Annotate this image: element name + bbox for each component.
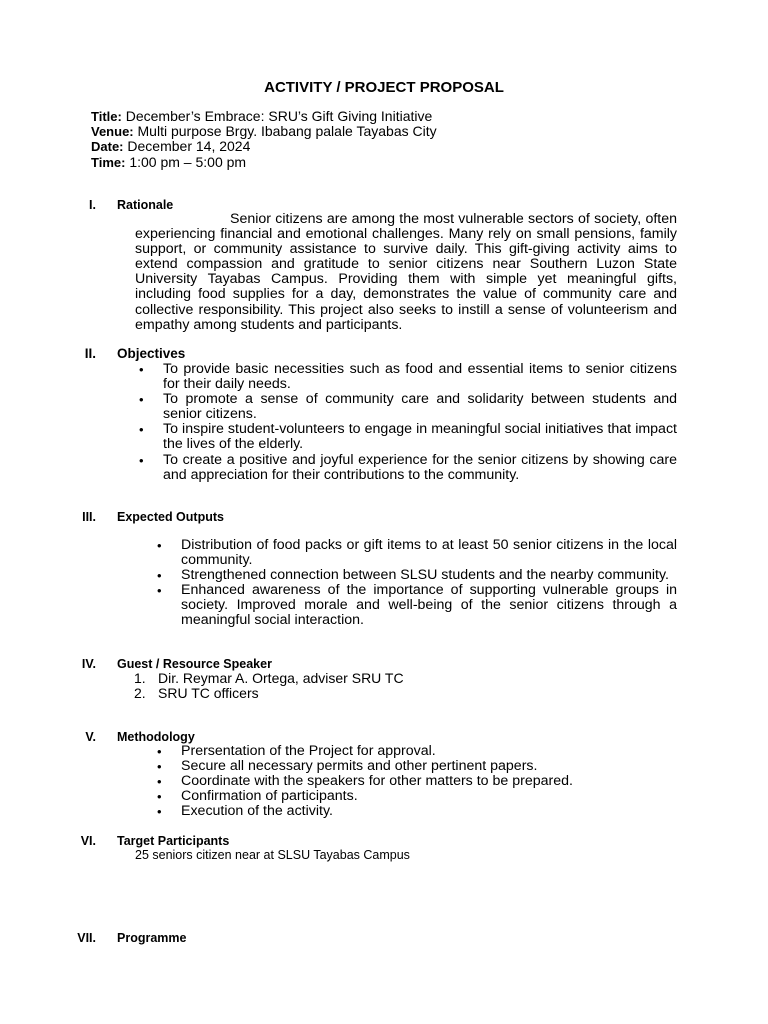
section-number: V. bbox=[85, 730, 96, 744]
list-item bbox=[139, 361, 677, 393]
meta-label: Time: bbox=[91, 154, 126, 170]
list-item-text: To inspire student-volunteers to engage in meaningful social initiatives that impact the lives of the elderly. bbox=[163, 421, 677, 453]
section-title-rationale: Rationale bbox=[117, 198, 174, 212]
bullet-icon: • bbox=[139, 452, 144, 468]
objectives-list bbox=[139, 361, 677, 483]
list-item-text: Coordinate with the speakers for other matters to be prepared. bbox=[181, 773, 573, 790]
list-item bbox=[134, 670, 404, 686]
meta-title-row bbox=[91, 109, 437, 124]
list-item-text: Prersentation of the Project for approval. bbox=[181, 743, 436, 759]
section-number: VI. bbox=[80, 834, 96, 848]
list-item-text: To promote a sense of community care and solidarity between students and senior citizens. bbox=[163, 391, 677, 423]
section-number: VII. bbox=[77, 931, 96, 945]
list-item bbox=[157, 567, 677, 584]
list-item bbox=[157, 773, 677, 790]
list-item bbox=[157, 582, 677, 629]
methodology-list bbox=[157, 743, 677, 820]
list-item-text: SRU TC officers bbox=[158, 685, 259, 702]
rationale-text: Senior citizens are among the most vulnerable sectors of society, often experiencing financial and emotional challenges. Many rely on small pensions, family support, or community assistance to survive daily. This gift-giving activity aims to extend compassion and gratitude to senior citizens near Southern Luzon State University Tayabas Campus. Providing them with simple yet meaningful gifts, including food supplies for a day, demonstrates the value of community care and collective responsibility. This project also seeks to instill a sense of volunteerism and empathy among students and participants. bbox=[135, 211, 677, 333]
meta-label: Date: bbox=[91, 139, 124, 155]
list-item bbox=[134, 685, 404, 702]
section-number: IV. bbox=[81, 657, 96, 671]
bullet-icon: • bbox=[157, 759, 162, 775]
section-number: I. bbox=[89, 198, 96, 212]
bullet-icon: • bbox=[157, 774, 162, 790]
section-title-methodology: Methodology bbox=[117, 730, 195, 744]
meta-value: Multi purpose Brgy. Ibabang palale Tayabas City bbox=[137, 123, 437, 140]
list-item bbox=[157, 537, 677, 569]
list-number: 1. bbox=[134, 670, 146, 686]
section-title-participants: Target Participants bbox=[117, 834, 230, 848]
bullet-icon: • bbox=[157, 789, 162, 805]
meta-date-row bbox=[91, 139, 437, 154]
list-number: 2. bbox=[134, 685, 146, 702]
list-item bbox=[157, 758, 677, 775]
meta-value: 1:00 pm – 5:00 pm bbox=[129, 153, 247, 170]
list-item bbox=[157, 743, 677, 759]
meta-venue-row bbox=[91, 124, 437, 139]
bullet-icon: • bbox=[157, 538, 162, 553]
section-number: II. bbox=[84, 346, 96, 361]
list-item-text: Strengthened connection between SLSU students and the nearby community. bbox=[181, 567, 669, 584]
speakers-list bbox=[134, 670, 404, 702]
section-title-objectives: Objectives bbox=[117, 346, 186, 361]
document-heading: ACTIVITY / PROJECT PROPOSAL bbox=[264, 79, 504, 96]
rationale-paragraph bbox=[135, 212, 677, 333]
bullet-icon: • bbox=[139, 392, 144, 408]
bullet-icon: • bbox=[157, 568, 162, 584]
section-title-speakers: Guest / Resource Speaker bbox=[117, 657, 272, 671]
section-number: III. bbox=[82, 510, 96, 524]
meta-value: December 14, 2024 bbox=[127, 138, 251, 155]
meta-time-row bbox=[91, 155, 437, 170]
list-item-text: To create a positive and joyful experience for the senior citizens by showing care and appreciation for their contributions to the community. bbox=[163, 451, 677, 483]
list-item-text: To provide basic necessities such as food and essential items to senior citizens for their daily needs. bbox=[163, 361, 677, 393]
expected-outputs-list bbox=[157, 537, 677, 629]
meta-value: December’s Embrace: SRU’s Gift Giving Initiative bbox=[125, 108, 433, 124]
list-item-text: Enhanced awareness of the importance of supporting vulnerable groups in society. Improved morale and well-being of the senior citizens through a meaningful social interaction. bbox=[181, 582, 677, 629]
bullet-icon: • bbox=[157, 583, 162, 599]
participants-text: 25 seniors citizen near at SLSU Tayabas Campus bbox=[135, 848, 410, 862]
bullet-icon: • bbox=[157, 744, 162, 759]
list-item bbox=[157, 788, 677, 805]
proposal-meta bbox=[91, 109, 437, 170]
list-item-text: Confirmation of participants. bbox=[181, 788, 358, 805]
list-item-text: Dir. Reymar A. Ortega, adviser SRU TC bbox=[158, 670, 404, 686]
list-item-text: Distribution of food packs or gift items to at least 50 senior citizens in the local community. bbox=[181, 537, 677, 569]
bullet-icon: • bbox=[157, 804, 162, 820]
bullet-icon: • bbox=[139, 422, 144, 438]
meta-label: Venue: bbox=[91, 124, 134, 140]
section-title-expected-outputs: Expected Outputs bbox=[117, 510, 224, 524]
meta-label: Title: bbox=[91, 109, 122, 124]
list-item-text: Execution of the activity. bbox=[181, 803, 333, 820]
section-title-programme: Programme bbox=[117, 931, 187, 945]
list-item-text: Secure all necessary permits and other pertinent papers. bbox=[181, 758, 538, 775]
list-item bbox=[139, 421, 677, 453]
list-item bbox=[157, 803, 677, 820]
bullet-icon: • bbox=[139, 362, 144, 377]
list-item bbox=[139, 451, 677, 483]
list-item bbox=[139, 391, 677, 423]
